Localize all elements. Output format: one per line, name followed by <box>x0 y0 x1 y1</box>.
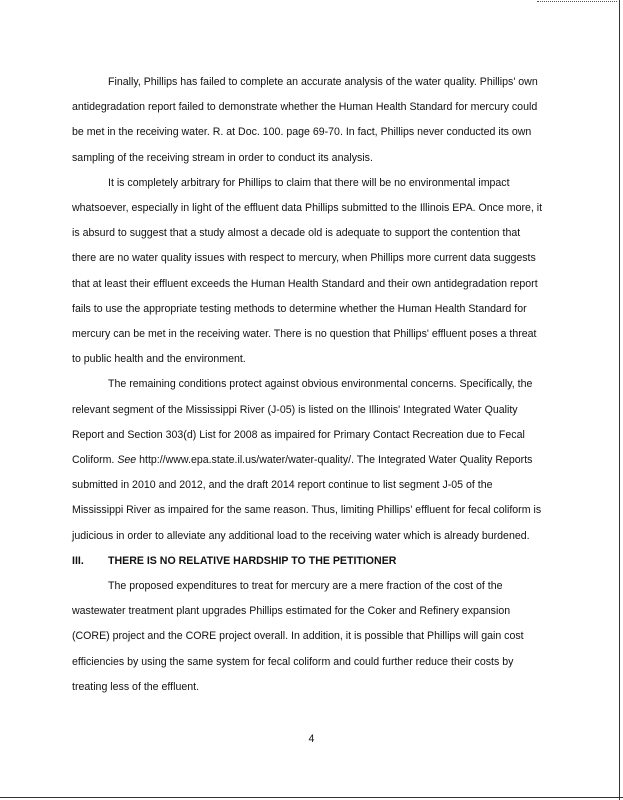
paragraph-proposed-expenditures: The proposed expenditures to treat for mercury are a mere fraction of the cost of the wastewater treatment plant upgrades Phillips estimated for the Coker and Refinery expansion (CORE) project and the CORE project overall. In addition, it is possible that Phillips will gain cost efficiencies by using the same system for fecal coliform and could further reduce their costs by treating less of the effluent. <box>72 580 524 693</box>
section-heading <box>72 549 544 574</box>
citation-signal-see: See <box>117 454 137 467</box>
body-text <box>72 70 544 700</box>
paragraph-water-quality-analysis: Finally, Phillips has failed to complete an accurate analysis of the water quality. Phillips' own antidegradation report failed to demonstrate whether the Human Health Standard for mercury could be met in the receiving water. R. at Doc. 100. page 69-70. In fact, Phillips never conducted its own sampling of the receiving stream in order to conduct its analysis. <box>72 76 538 164</box>
paragraph-remaining-conditions-part2: http://www.epa.state.il.us/water/water-quality/. The Integrated Water Quality Reports submitted in 2010 and 2012, and the draft 2014 report continue to list segment J-05 of the Mississippi River as impaired for the same reason. Thus, limiting Phillips' effluent for fecal coliform is judicious in order to alleviate any additional load to the receiving water which is already burdened. <box>72 454 542 542</box>
scan-edge-top <box>537 1 617 3</box>
section-heading-text: THERE IS NO RELATIVE HARDSHIP TO THE PETITIONER <box>108 554 397 567</box>
page-number: 4 <box>308 733 315 745</box>
paragraph-remaining-conditions <box>72 372 544 548</box>
paragraph-arbitrary-claim: It is completely arbitrary for Phillips to claim that there will be no environmental impact whatsoever, especially in light of the effluent data Phillips submitted to the Illinois EPA. Once more, it is absurd to suggest that a study almost a decade old is adequate to support the contention that there are no water quality issues with respect to mercury, when Phillips more current data suggests that at least their effluent exceeds the Human Health Standard and their own antidegradation report fails to use the appropriate testing methods to determine whether the Human Health Standard for mercury can be met in the receiving water. There is no question that Phillips' effluent poses a threat to public health and the environment. <box>72 176 543 366</box>
paragraph-remaining-conditions-part1: The remaining conditions protect against obvious environmental concerns. Specifically, the relevant segment of the Mississippi River (J-05) is listed on the Illinois' Integrated Water Quality Report and Section 303(d) List for 2008 as impaired for Primary Contact Recreation due to Fecal Coliform. <box>72 378 533 467</box>
section-heading-number: III. <box>72 554 84 567</box>
scan-edge-right <box>619 0 620 800</box>
scan-edge-bottom <box>0 797 623 798</box>
